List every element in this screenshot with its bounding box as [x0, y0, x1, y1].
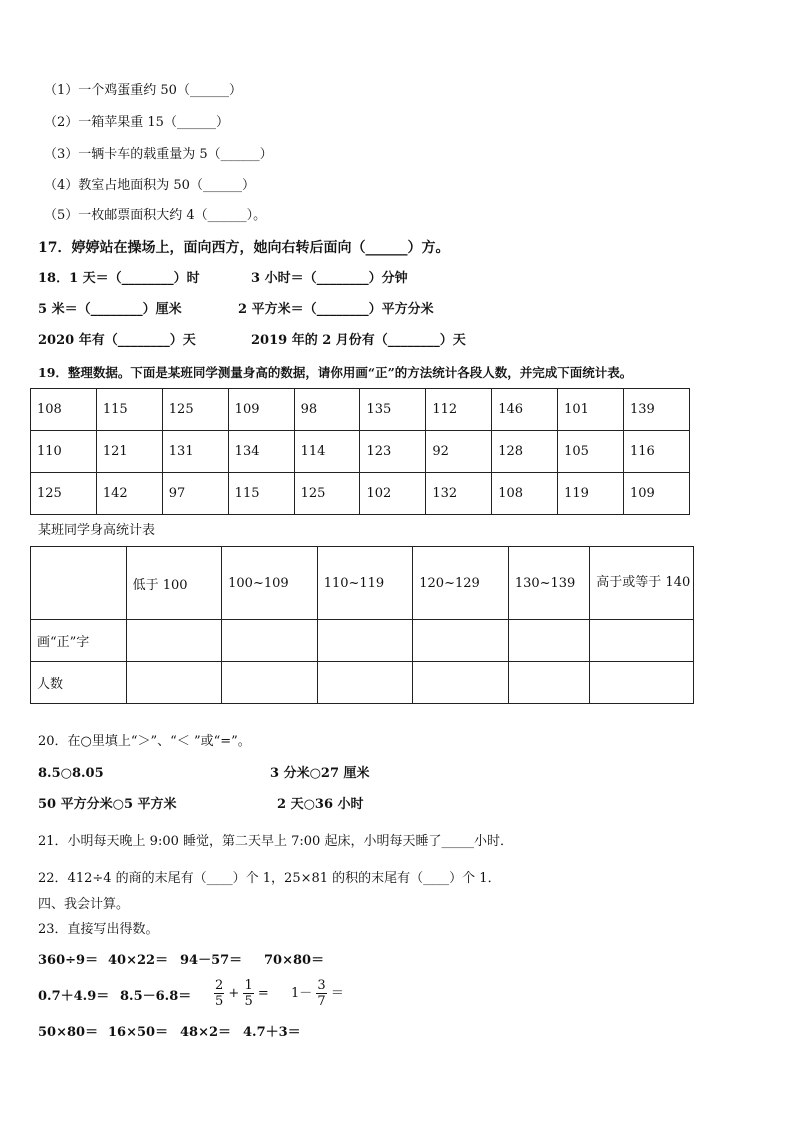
column-header: 低于 100 [126, 547, 222, 620]
q23-prompt: 23．直接写出得数。 [38, 922, 159, 937]
q20-item-c: 50 平方分米○5 平方米 [38, 797, 177, 812]
table-cell: 125 [294, 473, 360, 515]
tally-cell[interactable] [317, 620, 413, 662]
calc-item: 16×50＝ [108, 1025, 169, 1040]
fraction: $\frac{1}{5}$ [244, 978, 253, 1009]
calc-item: 50×80＝ [38, 1025, 99, 1040]
q17-text: 17．婷婷站在操场上，面向西方，她向右转后面向（______）方。 [38, 240, 450, 256]
q18-row3-b: 2019 年的 2 月份有（________）天 [251, 333, 466, 348]
tally-cell[interactable] [508, 620, 589, 662]
table-cell: 139 [624, 389, 690, 431]
row-header: 画“正”字 [31, 620, 127, 662]
table-row [31, 473, 690, 515]
table-cell: 119 [558, 473, 624, 515]
table-cell: 135 [360, 389, 426, 431]
table-cell: 123 [360, 431, 426, 473]
column-header-blank [31, 547, 127, 620]
calc-item: 360÷9＝ [38, 953, 99, 968]
table-cell: 109 [624, 473, 690, 515]
table-row [31, 431, 690, 473]
q21-text: 21．小明每天晚上 9:00 睡觉，第二天早上 7:00 起床，小明每天睡了_____小时． [38, 834, 513, 849]
column-header: 高于或等于 140 [590, 547, 694, 620]
q19-prompt: 19．整理数据。下面是某班同学测量身高的数据，请你用画“正”的方法统计各段人数，并完成下面统计表。 [38, 365, 633, 380]
tally-cell[interactable] [590, 620, 694, 662]
q20-item-a: 8.5○8.05 [38, 766, 104, 781]
q18-row3-a: 2020 年有（________）天 [38, 333, 196, 348]
q18-row1-a: 18．1 天＝（________）时 [38, 271, 200, 286]
q22-text: 22．412÷4 的商的末尾有（____）个 1，25×81 的积的末尾有（____）个 1． [38, 871, 501, 886]
table-row [31, 662, 694, 704]
fraction-expression-1: $\frac{2}{5}$ + $\frac{1}{5}$ = [215, 978, 269, 1009]
table-cell: 108 [31, 389, 97, 431]
count-cell[interactable] [590, 662, 694, 704]
table-cell: 97 [162, 473, 228, 515]
table-cell: 110 [31, 431, 97, 473]
q20-item-d: 2 天○36 小时 [277, 797, 364, 812]
tally-cell[interactable] [413, 620, 509, 662]
column-header: 100~109 [222, 547, 318, 620]
table-cell: 114 [294, 431, 360, 473]
table-cell: 102 [360, 473, 426, 515]
table-cell: 112 [426, 389, 492, 431]
section-heading: 四、我会计算。 [38, 897, 130, 912]
table-cell: 101 [558, 389, 624, 431]
table-cell: 132 [426, 473, 492, 515]
column-header: 130~139 [508, 547, 589, 620]
table-cell: 116 [624, 431, 690, 473]
heights-data-table [30, 388, 690, 515]
table-cell: 92 [426, 431, 492, 473]
table-cell: 108 [492, 473, 558, 515]
q18-row1-b: 3 小时＝（________）分钟 [251, 271, 408, 286]
table-cell: 125 [162, 389, 228, 431]
table-row [31, 620, 694, 662]
table-cell: 109 [228, 389, 294, 431]
count-cell[interactable] [508, 662, 589, 704]
calc-item: 4.7＋3＝ [243, 1025, 301, 1040]
q20-prompt: 20．在○里填上“＞”、“＜ ”或“=”。 [38, 734, 251, 749]
column-header: 120~129 [413, 547, 509, 620]
table-cell: 121 [96, 431, 162, 473]
q16-item-3: （3）一辆卡车的载重量为 5（______） [44, 147, 273, 162]
calc-item: 48×2＝ [180, 1025, 232, 1040]
table-cell: 142 [96, 473, 162, 515]
table-cell: 105 [558, 431, 624, 473]
fraction: $\frac{2}{5}$ [215, 978, 224, 1009]
table-cell: 146 [492, 389, 558, 431]
q18-row2-a: 5 米＝（________）厘米 [38, 302, 182, 317]
table-cell: 131 [162, 431, 228, 473]
q18-row2-b: 2 平方米＝（________）平方分米 [238, 302, 434, 317]
calc-item: 70×80＝ [264, 953, 325, 968]
table-cell: 134 [228, 431, 294, 473]
fraction-expression-2: 1－ $\frac{3}{7}$ ＝ [291, 978, 344, 1009]
q20-item-b: 3 分米○27 厘米 [270, 766, 370, 781]
table-cell: 128 [492, 431, 558, 473]
column-header: 110~119 [317, 547, 413, 620]
count-cell[interactable] [126, 662, 222, 704]
calc-item: 0.7＋4.9＝ [38, 989, 110, 1004]
fraction: $\frac{3}{7}$ [317, 978, 326, 1009]
tally-cell[interactable] [126, 620, 222, 662]
height-stats-table [30, 546, 694, 704]
q16-item-5: （5）一枚邮票面积大约 4（______）。 [44, 208, 267, 223]
row-header: 人数 [31, 662, 127, 704]
count-cell[interactable] [222, 662, 318, 704]
table-cell: 98 [294, 389, 360, 431]
count-cell[interactable] [317, 662, 413, 704]
q16-item-2: （2）一箱苹果重 15（______） [44, 115, 229, 130]
q16-item-4: （4）教室占地面积为 50（______） [44, 178, 255, 193]
calc-item: 40×22＝ [108, 953, 169, 968]
table-row [31, 389, 690, 431]
q16-item-1: （1）一个鸡蛋重约 50（______） [44, 83, 242, 98]
table-cell: 125 [31, 473, 97, 515]
calc-item: 94－57＝ [180, 953, 243, 968]
stats-table-title: 某班同学身高统计表 [38, 523, 156, 538]
count-cell[interactable] [413, 662, 509, 704]
table-cell: 115 [228, 473, 294, 515]
calc-item: 8.5－6.8＝ [120, 989, 192, 1004]
table-header-row [31, 547, 694, 620]
tally-cell[interactable] [222, 620, 318, 662]
table-cell: 115 [96, 389, 162, 431]
